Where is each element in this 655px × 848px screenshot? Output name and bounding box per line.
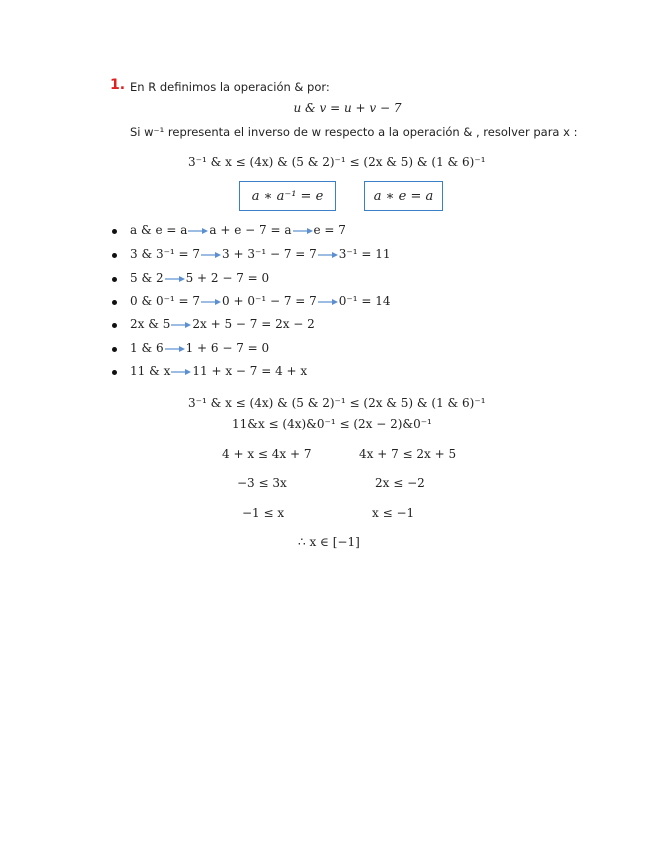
identity-property-box <box>364 181 443 211</box>
right-branch-step-1: 4x + 7 ≤ 2x + 5 <box>359 447 457 461</box>
problem-intro: En R definimos la operación & por: <box>130 80 330 94</box>
problem-number: 1. <box>110 77 126 93</box>
arrow-right-icon <box>318 295 338 309</box>
step-expression <box>130 294 391 309</box>
step-part: 0⁻¹ = 14 <box>338 294 391 308</box>
arrow-right-icon <box>165 272 185 286</box>
problem-inequality: 3⁻¹ & x ≤ (4x) & (5 & 2)⁻¹ ≤ (2x & 5) & (1 & 6)⁻¹ <box>188 155 486 169</box>
arrow-right-icon <box>201 295 221 309</box>
step-part: a & e = a <box>130 223 188 237</box>
step-expression <box>130 271 269 286</box>
step-part: 0 & 0⁻¹ = 7 <box>130 294 201 308</box>
step-part: 2x + 5 − 7 = 2x − 2 <box>192 317 315 331</box>
right-branch-step-2: 2x ≤ −2 <box>375 476 425 490</box>
step-expression <box>130 223 346 238</box>
step-part: 1 & 6 <box>130 341 164 355</box>
step-part: 5 & 2 <box>130 271 164 285</box>
arrow-right-icon <box>171 318 191 332</box>
step-expression <box>130 364 307 379</box>
left-branch-step-3: −1 ≤ x <box>242 506 285 520</box>
bullet-icon <box>112 229 117 234</box>
bullet-icon <box>112 277 117 282</box>
step-part: 11 + x − 7 = 4 + x <box>192 364 308 378</box>
step-part: 5 + 2 − 7 = 0 <box>185 271 270 285</box>
solution-substituted: 11&x ≤ (4x)&0⁻¹ ≤ (2x − 2)&0⁻¹ <box>232 417 432 431</box>
final-result: ∴ x ∈ [−1] <box>298 535 360 549</box>
step-part: 3 & 3⁻¹ = 7 <box>130 247 201 261</box>
step-part: 1 + 6 − 7 = 0 <box>185 341 270 355</box>
step-expression <box>130 341 269 356</box>
left-branch-step-2: −3 ≤ 3x <box>237 476 287 490</box>
right-branch-step-3: x ≤ −1 <box>372 506 415 520</box>
step-part: 2x & 5 <box>130 317 171 331</box>
step-expression <box>130 247 391 262</box>
solution-restated: 3⁻¹ & x ≤ (4x) & (5 & 2)⁻¹ ≤ (2x & 5) & (1 & 6)⁻¹ <box>188 396 486 410</box>
operation-definition: u & v = u + v − 7 <box>293 101 402 115</box>
arrow-right-icon <box>188 224 208 238</box>
left-branch-step-1: 4 + x ≤ 4x + 7 <box>222 447 312 461</box>
arrow-right-icon <box>201 248 221 262</box>
step-part: a + e − 7 = a <box>209 223 292 237</box>
step-part: 3 + 3⁻¹ − 7 = 7 <box>222 247 317 261</box>
arrow-right-icon <box>171 365 191 379</box>
inverse-property: a ∗ a⁻¹ = e <box>251 188 324 204</box>
bullet-icon <box>112 253 117 258</box>
bullet-icon <box>112 300 117 305</box>
bullet-icon <box>112 323 117 328</box>
step-part: 3⁻¹ = 11 <box>338 247 391 261</box>
arrow-right-icon <box>318 248 338 262</box>
step-part: e = 7 <box>313 223 346 237</box>
arrow-right-icon <box>293 224 313 238</box>
step-expression <box>130 317 315 332</box>
identity-property: a ∗ e = a <box>373 188 434 204</box>
bullet-icon <box>112 347 117 352</box>
bullet-icon <box>112 370 117 375</box>
step-part: 0 + 0⁻¹ − 7 = 7 <box>222 294 317 308</box>
step-part: 11 & x <box>130 364 171 378</box>
arrow-right-icon <box>165 342 185 356</box>
inverse-property-box <box>239 181 336 211</box>
problem-statement: Si w⁻¹ representa el inverso de w respecto a la operación & , resolver para x : <box>130 125 578 139</box>
